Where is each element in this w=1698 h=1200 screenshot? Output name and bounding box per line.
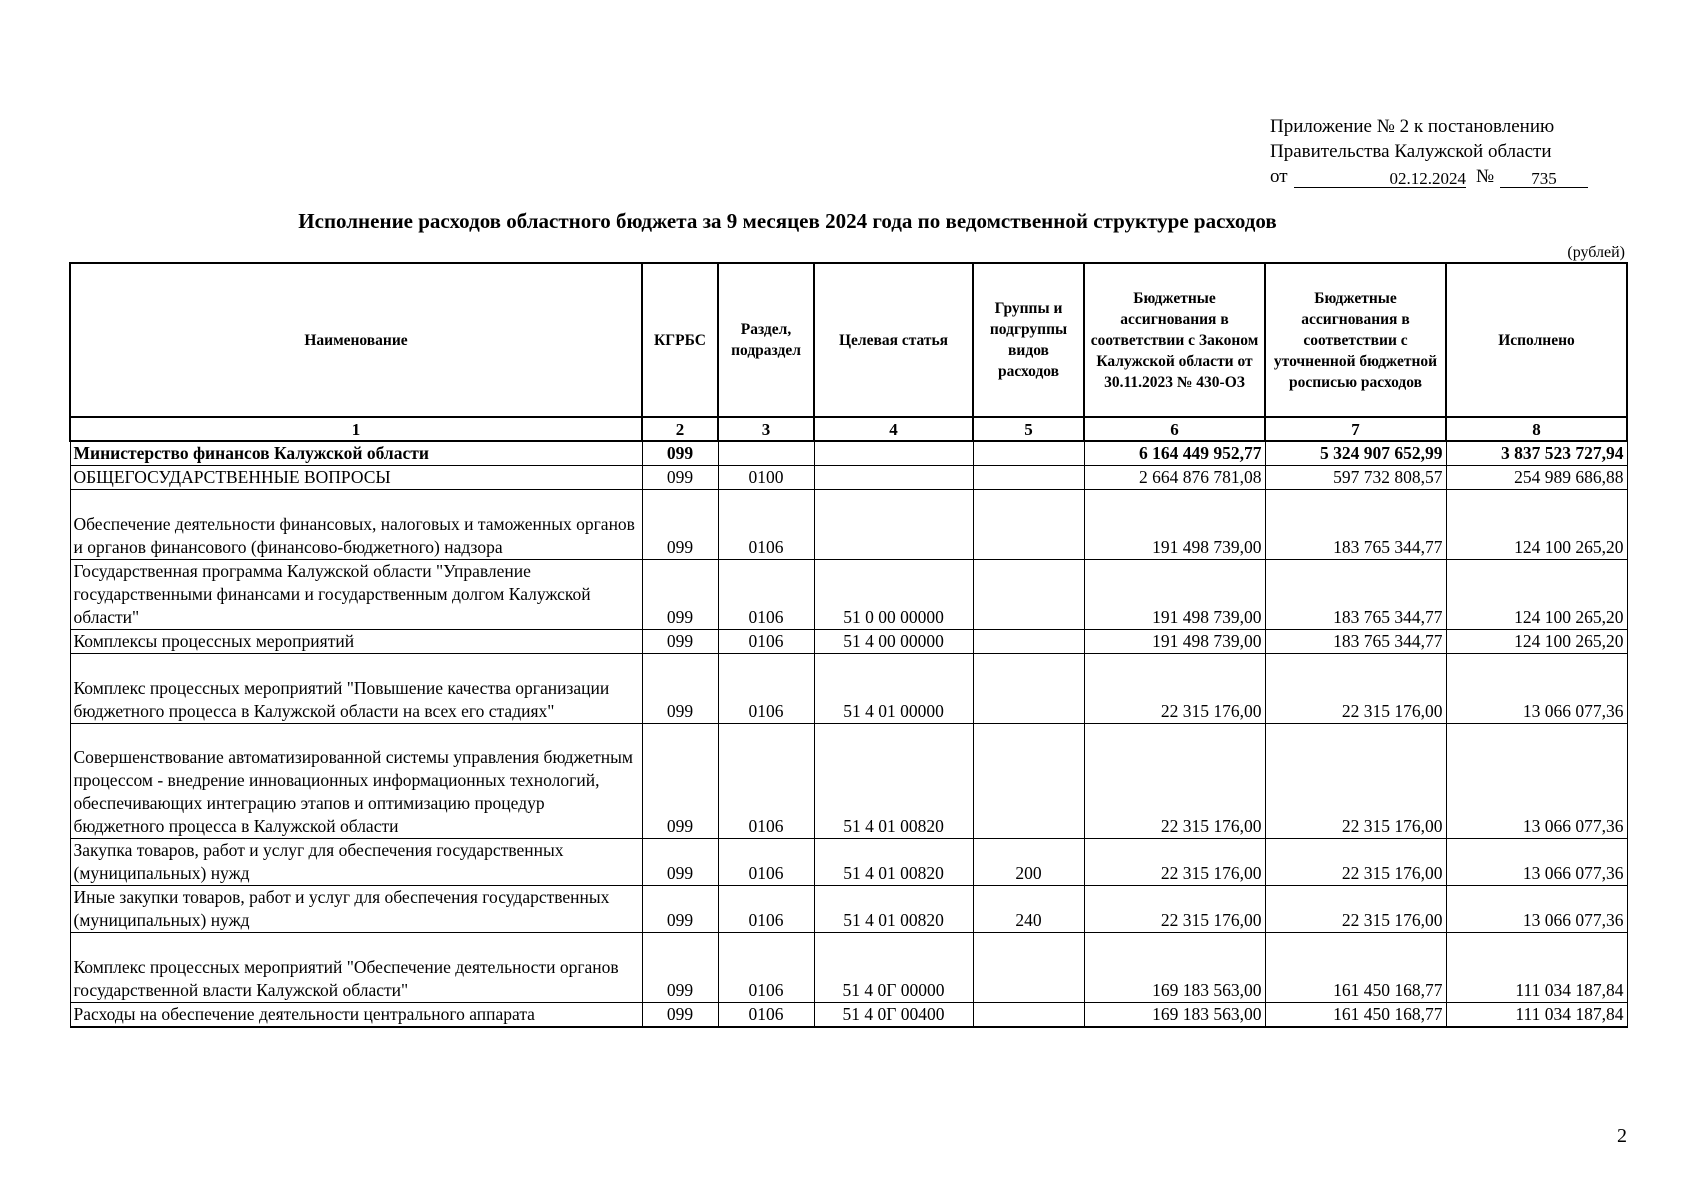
cell-section: 0106 <box>718 654 814 724</box>
header-law-allocations: Бюджетные ассигнования в соответствии с Законом Калужской области от 30.11.2023 № 430-ОЗ <box>1084 263 1265 417</box>
cell-plan-amount: 22 315 176,00 <box>1265 654 1446 724</box>
units-label: (рублей) <box>1567 244 1625 261</box>
cell-executed-amount: 13 066 077,36 <box>1446 724 1627 839</box>
cell-expense-group <box>973 490 1084 560</box>
cell-name: Комплексы процессных мероприятий <box>70 630 642 654</box>
cell-kgrbs: 099 <box>642 466 718 490</box>
cell-executed-amount: 111 034 187,84 <box>1446 933 1627 1003</box>
cell-law-amount: 22 315 176,00 <box>1084 886 1265 933</box>
cell-plan-amount: 161 450 168,77 <box>1265 1003 1446 1028</box>
appendix-block <box>1270 114 1600 189</box>
cell-target-article <box>814 441 973 466</box>
cell-section: 0106 <box>718 490 814 560</box>
column-number: 8 <box>1446 417 1627 441</box>
cell-kgrbs: 099 <box>642 441 718 466</box>
cell-target-article: 51 4 01 00820 <box>814 839 973 886</box>
header-name: Наименование <box>70 263 642 417</box>
cell-executed-amount: 124 100 265,20 <box>1446 630 1627 654</box>
header-executed: Исполнено <box>1446 263 1627 417</box>
cell-section: 0100 <box>718 466 814 490</box>
cell-expense-group <box>973 654 1084 724</box>
header-section: Раздел, подраздел <box>718 263 814 417</box>
cell-plan-amount: 183 765 344,77 <box>1265 490 1446 560</box>
cell-name: Закупка товаров, работ и услуг для обеспечения государственных (муниципальных) нужд <box>70 839 642 886</box>
cell-kgrbs: 099 <box>642 724 718 839</box>
cell-section: 0106 <box>718 1003 814 1028</box>
cell-kgrbs: 099 <box>642 630 718 654</box>
cell-section: 0106 <box>718 933 814 1003</box>
header-expense-groups: Группы и подгруппы видов расходов <box>973 263 1084 417</box>
cell-section: 0106 <box>718 560 814 630</box>
column-number: 7 <box>1265 417 1446 441</box>
cell-expense-group: 240 <box>973 886 1084 933</box>
cell-plan-amount: 22 315 176,00 <box>1265 724 1446 839</box>
cell-plan-amount: 5 324 907 652,99 <box>1265 441 1446 466</box>
cell-target-article: 51 4 01 00820 <box>814 886 973 933</box>
cell-section: 0106 <box>718 724 814 839</box>
cell-law-amount: 169 183 563,00 <box>1084 1003 1265 1028</box>
cell-target-article: 51 0 00 00000 <box>814 560 973 630</box>
cell-executed-amount: 3 837 523 727,94 <box>1446 441 1627 466</box>
cell-target-article: 51 4 00 00000 <box>814 630 973 654</box>
header-target-article: Целевая статья <box>814 263 973 417</box>
table-row <box>70 724 1627 839</box>
cell-plan-amount: 597 732 808,57 <box>1265 466 1446 490</box>
cell-plan-amount: 161 450 168,77 <box>1265 933 1446 1003</box>
document-title: Исполнение расходов областного бюджета за 9 месяцев 2024 года по ведомственной структуре расходов <box>298 209 1277 233</box>
cell-expense-group: 200 <box>973 839 1084 886</box>
cell-name: Совершенствование автоматизированной системы управления бюджетным процессом - внедрение инновационных информационных технологий, обеспечивающих интеграцию этапов и оптимизацию процедур бюджетного процесса в Калужской области <box>70 724 642 839</box>
table-row <box>70 839 1627 886</box>
cell-name: ОБЩЕГОСУДАРСТВЕННЫЕ ВОПРОСЫ <box>70 466 642 490</box>
cell-kgrbs: 099 <box>642 886 718 933</box>
cell-kgrbs: 099 <box>642 654 718 724</box>
decree-date: 02.12.2024 <box>1294 166 1466 188</box>
cell-kgrbs: 099 <box>642 839 718 886</box>
table-row <box>70 933 1627 1003</box>
cell-executed-amount: 124 100 265,20 <box>1446 490 1627 560</box>
cell-name: Комплекс процессных мероприятий "Повышение качества организации бюджетного процесса в Калужской области на всех его стадиях" <box>70 654 642 724</box>
cell-expense-group <box>973 933 1084 1003</box>
cell-kgrbs: 099 <box>642 560 718 630</box>
budget-table <box>69 262 1628 1028</box>
table-row <box>70 630 1627 654</box>
cell-section: 0106 <box>718 886 814 933</box>
page-number: 2 <box>1617 1125 1627 1147</box>
cell-target-article: 51 4 01 00820 <box>814 724 973 839</box>
header-kgrbs: КГРБС <box>642 263 718 417</box>
cell-executed-amount: 254 989 686,88 <box>1446 466 1627 490</box>
cell-kgrbs: 099 <box>642 1003 718 1028</box>
number-label: № <box>1476 166 1495 187</box>
column-number: 6 <box>1084 417 1265 441</box>
cell-expense-group <box>973 560 1084 630</box>
cell-expense-group <box>973 1003 1084 1028</box>
cell-name: Расходы на обеспечение деятельности центрального аппарата <box>70 1003 642 1028</box>
cell-expense-group <box>973 441 1084 466</box>
cell-expense-group <box>973 630 1084 654</box>
cell-plan-amount: 22 315 176,00 <box>1265 839 1446 886</box>
from-label: от <box>1270 166 1288 187</box>
cell-executed-amount: 13 066 077,36 <box>1446 654 1627 724</box>
cell-expense-group <box>973 466 1084 490</box>
table-row <box>70 560 1627 630</box>
cell-plan-amount: 183 765 344,77 <box>1265 560 1446 630</box>
cell-name: Государственная программа Калужской области "Управление государственными финансами и государственным долгом Калужской области" <box>70 560 642 630</box>
cell-section: 0106 <box>718 839 814 886</box>
cell-executed-amount: 111 034 187,84 <box>1446 1003 1627 1028</box>
cell-law-amount: 169 183 563,00 <box>1084 933 1265 1003</box>
column-number: 2 <box>642 417 718 441</box>
cell-kgrbs: 099 <box>642 933 718 1003</box>
cell-law-amount: 191 498 739,00 <box>1084 560 1265 630</box>
table-row <box>70 490 1627 560</box>
table-row <box>70 441 1627 466</box>
table-row <box>70 466 1627 490</box>
appendix-date-line <box>1270 164 1600 189</box>
cell-target-article: 51 4 0Г 00400 <box>814 1003 973 1028</box>
cell-section <box>718 441 814 466</box>
cell-target-article: 51 4 01 00000 <box>814 654 973 724</box>
appendix-line-1: Приложение № 2 к постановлению <box>1270 116 1555 137</box>
cell-law-amount: 22 315 176,00 <box>1084 839 1265 886</box>
column-number: 3 <box>718 417 814 441</box>
cell-name: Министерство финансов Калужской области <box>70 441 642 466</box>
cell-target-article <box>814 466 973 490</box>
cell-law-amount: 6 164 449 952,77 <box>1084 441 1265 466</box>
column-number-row <box>70 417 1627 441</box>
table-row <box>70 1003 1627 1028</box>
cell-name: Комплекс процессных мероприятий "Обеспечение деятельности органов государственной власти Калужской области" <box>70 933 642 1003</box>
cell-law-amount: 191 498 739,00 <box>1084 630 1265 654</box>
cell-target-article <box>814 490 973 560</box>
cell-executed-amount: 124 100 265,20 <box>1446 560 1627 630</box>
cell-name: Обеспечение деятельности финансовых, налоговых и таможенных органов и органов финансового (финансово-бюджетного) надзора <box>70 490 642 560</box>
cell-law-amount: 191 498 739,00 <box>1084 490 1265 560</box>
cell-target-article: 51 4 0Г 00000 <box>814 933 973 1003</box>
appendix-line-2: Правительства Калужской области <box>1270 141 1552 162</box>
cell-law-amount: 22 315 176,00 <box>1084 654 1265 724</box>
column-number: 5 <box>973 417 1084 441</box>
cell-executed-amount: 13 066 077,36 <box>1446 886 1627 933</box>
decree-number: 735 <box>1500 166 1588 188</box>
cell-plan-amount: 183 765 344,77 <box>1265 630 1446 654</box>
cell-expense-group <box>973 724 1084 839</box>
table-row <box>70 886 1627 933</box>
cell-plan-amount: 22 315 176,00 <box>1265 886 1446 933</box>
cell-executed-amount: 13 066 077,36 <box>1446 839 1627 886</box>
cell-law-amount: 2 664 876 781,08 <box>1084 466 1265 490</box>
column-number: 1 <box>70 417 642 441</box>
cell-law-amount: 22 315 176,00 <box>1084 724 1265 839</box>
cell-kgrbs: 099 <box>642 490 718 560</box>
cell-section: 0106 <box>718 630 814 654</box>
table-row <box>70 654 1627 724</box>
table-header-row <box>70 263 1627 417</box>
column-number: 4 <box>814 417 973 441</box>
cell-name: Иные закупки товаров, работ и услуг для обеспечения государственных (муниципальных) нужд <box>70 886 642 933</box>
header-updated-allocations: Бюджетные ассигнования в соответствии с уточненной бюджетной росписью расходов <box>1265 263 1446 417</box>
